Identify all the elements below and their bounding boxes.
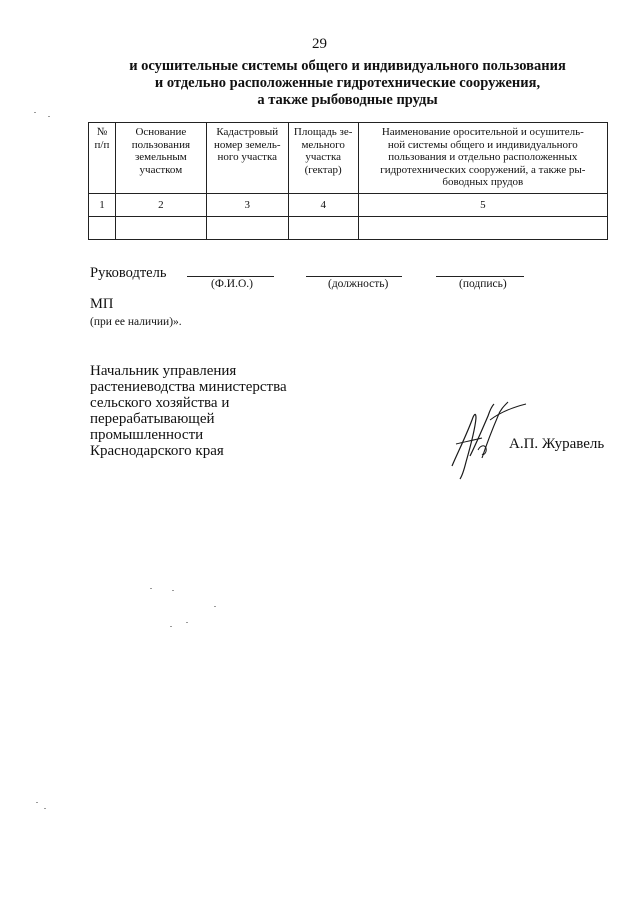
empty-cell [288, 217, 358, 240]
title-line-3: а также рыбоводные пруды [257, 92, 438, 108]
scan-speck [170, 626, 172, 627]
empty-cell [89, 217, 116, 240]
header-cell-area: Площадь зе- мельного участка (гектар) [288, 123, 358, 194]
position-caption: (должность) [328, 278, 389, 290]
document-title [60, 58, 635, 109]
empty-cell [115, 217, 206, 240]
numbering-cell: 5 [358, 194, 607, 217]
scan-speck [150, 588, 152, 589]
fio-line [187, 276, 274, 277]
empty-cell [206, 217, 288, 240]
page-number: 29 [312, 36, 327, 52]
table-header-row [89, 123, 608, 194]
signatory-name: А.П. Журавель [509, 436, 605, 452]
scan-speck [186, 622, 188, 623]
position-line-4: перерабатывающей [90, 411, 215, 427]
numbering-cell: 4 [288, 194, 358, 217]
header-cell-number: № п/п [89, 123, 116, 194]
numbering-cell: 2 [115, 194, 206, 217]
position-line-3: сельского хозяйства и [90, 395, 230, 411]
position-line-5: промышленности [90, 427, 204, 443]
header-cell-cadastral: Кадастровый номер земель- ного участка [206, 123, 288, 194]
header-cell-basis: Основание пользования земельным участком [115, 123, 206, 194]
head-label: Руководтель [90, 265, 167, 281]
position-line-2: растениеводства министерства [90, 379, 287, 395]
signature-line [436, 276, 524, 277]
seal-note: (при ее наличии)». [90, 316, 182, 328]
position-line-6: Краснодарского края [90, 443, 224, 459]
table-empty-row [89, 217, 608, 240]
position-line-1: Начальник управления [90, 363, 237, 379]
table-numbering-row [89, 194, 608, 217]
scan-speck [34, 112, 36, 113]
numbering-cell: 1 [89, 194, 116, 217]
title-line-1: и осушительные системы общего и индивидуального пользования [129, 58, 566, 74]
empty-cell [358, 217, 607, 240]
numbering-cell: 3 [206, 194, 288, 217]
header-cell-name: Наименование оросительной и осушитель- ной системы общего и индивидуального пользования и отдельно расположенных гидротехнических сооружений, а также ры- боводных прудов [358, 123, 607, 194]
title-line-2: и отдельно расположенные гидротехнические сооружения, [154, 75, 541, 91]
signature-caption: (подпись) [459, 278, 507, 290]
scan-speck [44, 808, 46, 809]
position-line [306, 276, 402, 277]
signatory-position [90, 363, 287, 459]
fio-caption: (Ф.И.О.) [211, 278, 253, 290]
scan-speck [172, 590, 174, 591]
scan-speck [48, 116, 50, 117]
scan-speck [36, 802, 38, 803]
registry-table [88, 122, 608, 240]
seal-label: МП [90, 296, 114, 312]
scan-speck [214, 606, 216, 607]
